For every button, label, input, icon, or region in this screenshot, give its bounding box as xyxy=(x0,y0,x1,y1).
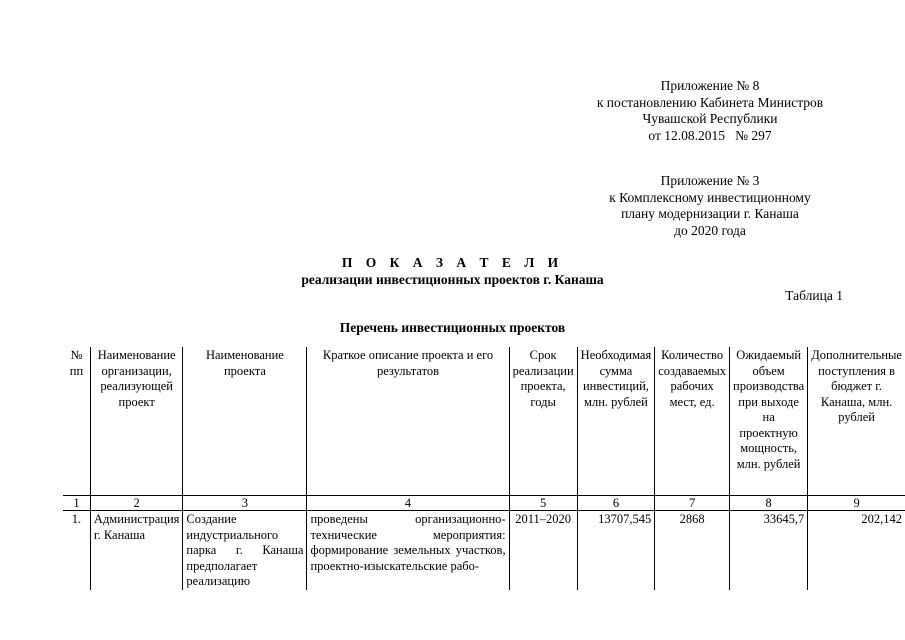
column-number-row xyxy=(63,496,905,511)
column-header: Ожидаемый объем производства при выходе на проектную мощность, млн. рублей xyxy=(730,347,808,496)
approval2-line2: к Комплексному инвестиционному xyxy=(609,189,811,205)
row-organization: Администрация г. Канаша xyxy=(90,511,182,590)
approval1-line1: Приложение № 8 xyxy=(660,78,760,93)
column-header: Количество создаваемых рабочих мест, ед. xyxy=(655,347,730,496)
column-number: 7 xyxy=(655,496,730,511)
list-title: Перечень инвестиционных проектов xyxy=(339,320,566,335)
column-header: Краткое описание проекта и его результатов xyxy=(307,347,509,496)
table-label: Таблица 1 xyxy=(785,288,843,303)
column-number: 3 xyxy=(183,496,307,511)
approval1-line2: к постановлению Кабинета Министров xyxy=(596,94,824,110)
table-row xyxy=(63,511,905,590)
document-subtitle: реализации инвестиционных проектов г. Канаша xyxy=(301,272,604,287)
row-production: 33645,7 xyxy=(730,511,808,590)
column-header: Дополнительные поступления в бюджет г. Канаша, млн. рублей xyxy=(808,347,905,496)
approval2-line1: Приложение № 3 xyxy=(660,173,760,188)
row-budget: 202,142 xyxy=(808,511,905,590)
column-header: Наименование проекта xyxy=(183,347,307,496)
column-number: 6 xyxy=(577,496,655,511)
column-header: Срок реализации проекта, годы xyxy=(509,347,577,496)
document-title: П О К А З А Т Е Л И xyxy=(341,255,564,270)
row-period: 2011–2020 xyxy=(509,511,577,590)
approval1-line3: Чувашской Республики xyxy=(642,111,778,126)
row-investment: 13707,545 xyxy=(577,511,655,590)
approval-block-1 xyxy=(560,78,860,144)
row-project: Создание индустриального парка г. Канаша предполагает реализацию xyxy=(183,511,307,590)
row-number: 1. xyxy=(71,512,82,526)
column-number: 5 xyxy=(509,496,577,511)
approval2-line4: до 2020 года xyxy=(674,222,746,238)
table-header-row xyxy=(63,347,905,496)
approval1-line4: от 12.08.2015 № 297 xyxy=(648,127,772,143)
row-description: проведены организационно-технические мероприятия: формирование земельных участков, проектно-изыскательские рабо- xyxy=(307,511,509,590)
column-number: 2 xyxy=(90,496,182,511)
column-header: Наименование организации, реализующей проект xyxy=(90,347,182,496)
column-number: 8 xyxy=(730,496,808,511)
column-number: 9 xyxy=(808,496,905,511)
column-header: Необходимая сумма инвестиций, млн. рублей xyxy=(577,347,655,496)
row-jobs: 2868 xyxy=(655,511,730,590)
investment-table xyxy=(63,347,905,590)
column-number: 4 xyxy=(307,496,509,511)
column-header: № пп xyxy=(69,348,84,378)
approval-block-2 xyxy=(560,173,860,239)
column-number: 1 xyxy=(63,496,90,511)
approval2-line3: плану модернизации г. Канаша xyxy=(621,206,799,221)
